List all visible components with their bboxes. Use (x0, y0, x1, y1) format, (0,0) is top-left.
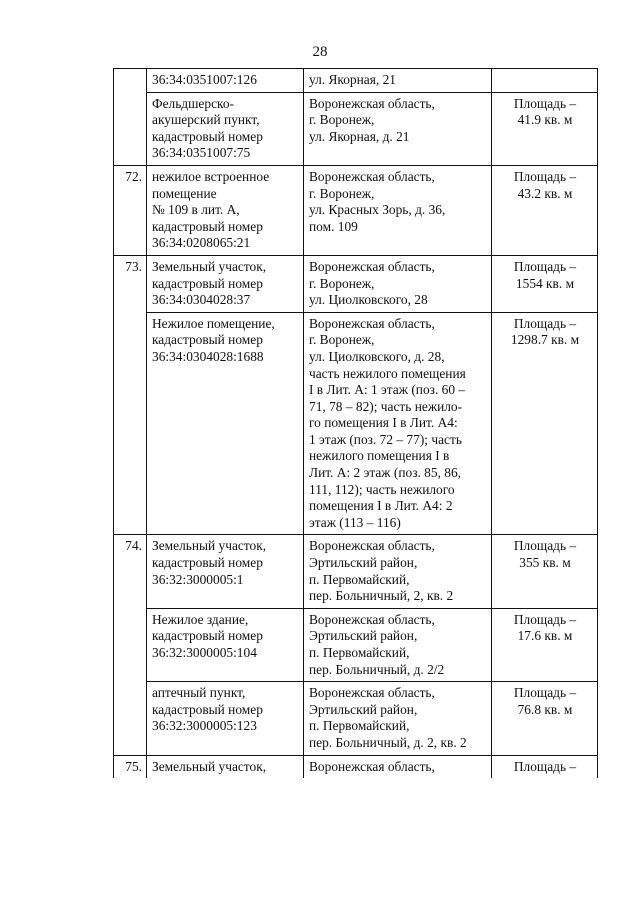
table-row (114, 535, 598, 608)
row-number-cell: 73. (114, 255, 147, 535)
row-number-cell: 75. (114, 755, 147, 778)
area-cell: Площадь – 43.2 кв. м (492, 165, 598, 255)
table-row (114, 312, 598, 535)
object-cell: Нежилое здание, кадастровый номер 36:32:3000005:104 (147, 608, 304, 681)
object-cell: 36:34:0351007:126 (147, 69, 304, 93)
table-row (114, 682, 598, 755)
address-cell: Воронежская область, г. Воронеж, ул. Якорная, д. 21 (304, 92, 492, 165)
table-row (114, 608, 598, 681)
object-cell: аптечный пункт, кадастровый номер 36:32:3000005:123 (147, 682, 304, 755)
area-cell: Площадь – 355 кв. м (492, 535, 598, 608)
object-cell: нежилое встроенное помещение № 109 в лит. А, кадастровый номер 36:34:0208065:21 (147, 165, 304, 255)
area-cell: Площадь – 17.6 кв. м (492, 608, 598, 681)
address-cell: Воронежская область, г. Воронеж, ул. Циолковского, д. 28, часть нежилого помещения I в Лит. А: 1 этаж (поз. 60 – 71, 78 – 82); часть нежило- го помещения I в Лит. А4: 1 этаж (поз. 72 – 77); часть нежилого помещения I в Лит. А: 2 этаж (поз. 85, 86, 111, 112); часть нежилого помещения I в Лит. А4: 2 этаж (113 – 116) (304, 312, 492, 535)
address-cell: ул. Якорная, 21 (304, 69, 492, 93)
object-cell: Нежилое помещение, кадастровый номер 36:34:0304028:1688 (147, 312, 304, 535)
row-number-cell: 74. (114, 535, 147, 755)
property-registry-table (113, 68, 598, 778)
address-cell: Воронежская область, г. Воронеж, ул. Циолковского, 28 (304, 255, 492, 312)
area-cell: Площадь – 76.8 кв. м (492, 682, 598, 755)
table-row (114, 255, 598, 312)
table-row (114, 165, 598, 255)
object-cell: Земельный участок, (147, 755, 304, 778)
address-cell: Воронежская область, Эртильский район, п. Первомайский, пер. Больничный, д. 2, кв. 2 (304, 682, 492, 755)
address-cell: Воронежская область, г. Воронеж, ул. Красных Зорь, д. 36, пом. 109 (304, 165, 492, 255)
area-cell: Площадь – 1554 кв. м (492, 255, 598, 312)
object-cell: Фельдшерско- акушерский пункт, кадастровый номер 36:34:0351007:75 (147, 92, 304, 165)
address-cell: Воронежская область, Эртильский район, п. Первомайский, пер. Больничный, 2, кв. 2 (304, 535, 492, 608)
area-cell (492, 69, 598, 93)
area-cell: Площадь – 41.9 кв. м (492, 92, 598, 165)
table-row (114, 92, 598, 165)
object-cell: Земельный участок, кадастровый номер 36:32:3000005:1 (147, 535, 304, 608)
area-cell: Площадь – 1298.7 кв. м (492, 312, 598, 535)
page-number: 28 (312, 44, 328, 60)
table-row (114, 755, 598, 778)
table-row (114, 69, 598, 93)
object-cell: Земельный участок, кадастровый номер 36:34:0304028:37 (147, 255, 304, 312)
area-cell: Площадь – (492, 755, 598, 778)
row-number-cell: 72. (114, 165, 147, 255)
address-cell: Воронежская область, Эртильский район, п. Первомайский, пер. Больничный, д. 2/2 (304, 608, 492, 681)
address-cell: Воронежская область, (304, 755, 492, 778)
row-number-cell (114, 69, 147, 166)
